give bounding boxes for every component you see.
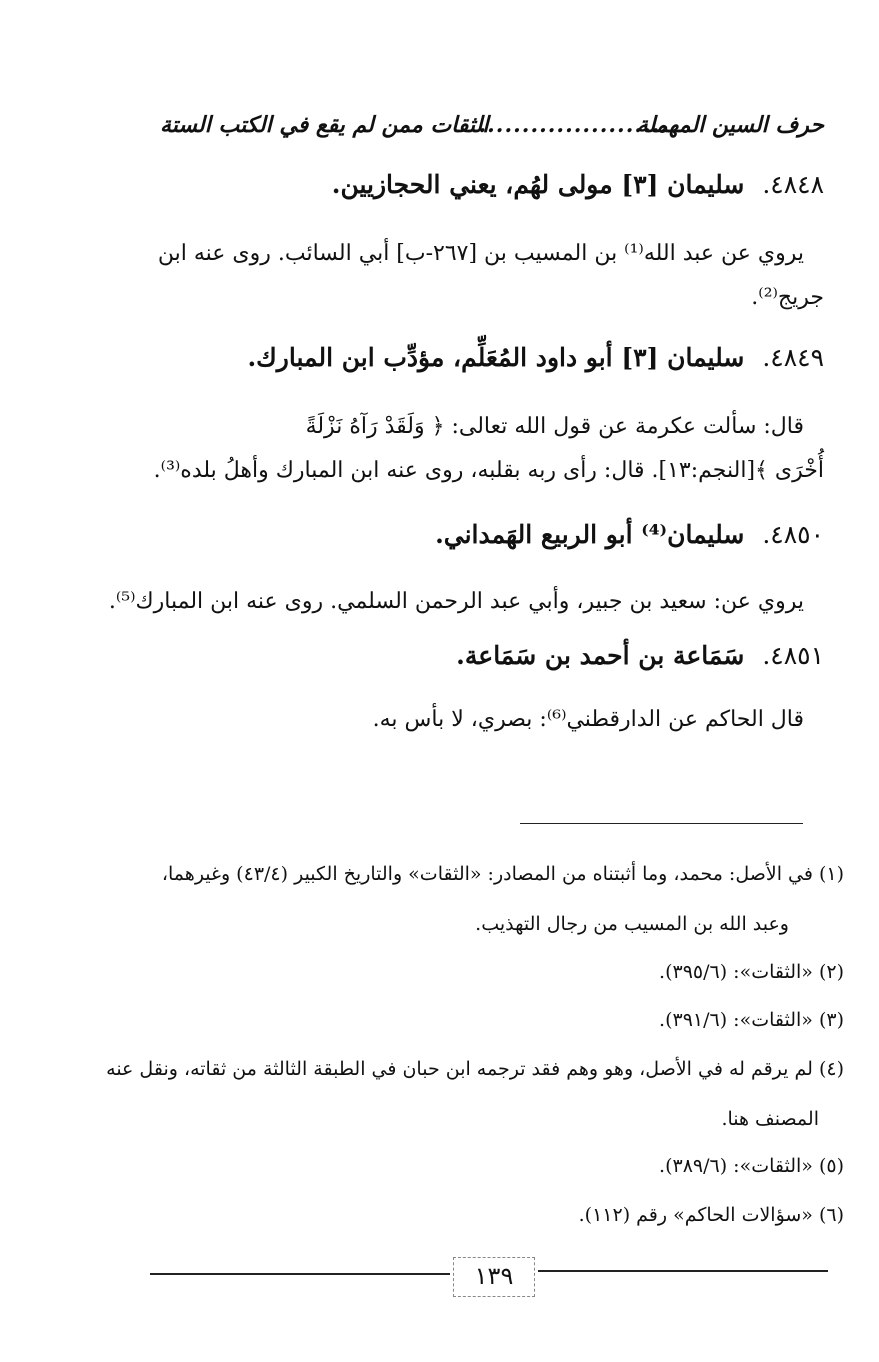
entry-title [332, 170, 824, 199]
entry-name: سليمان [٣] مولى لهُم، يعني الحجازيين. [331, 170, 745, 199]
entry-name: سليمان⁽⁴⁾ أبو الربيع الهَمداني. [435, 520, 745, 549]
header-book-title: الثقات ممن لم يقع في الكتب الستة [160, 112, 489, 138]
footnote-continuation: وعبد الله بن المسيب من رجال التهذيب. [475, 913, 789, 935]
footnote-text: «الثقات»: (٣٩٥/٦). [659, 961, 813, 983]
body-line: قال الحاكم عن الدارقطني⁽⁶⁾: بصري، لا بأس به. [372, 707, 804, 732]
footnote-number: (٦) [818, 1204, 844, 1226]
footnote [35, 1196, 844, 1234]
footnote-continuation: المصنف هنا. [721, 1108, 819, 1130]
body-line: يروي عن عبد الله⁽¹⁾ بن المسيب بن [٢٦٧-ب] أبي السائب. روى عنه ابن [157, 241, 804, 266]
entry-number: ٤٨٤٨. [762, 170, 824, 199]
footnote-text: لم يرقم له في الأصل، وهو وهم فقد ترجمه ابن حبان في الطبقة الثالثة من ثقاته، ونقل عنه [106, 1058, 813, 1080]
footnote [35, 1147, 844, 1185]
entry-body [55, 232, 824, 320]
entry-title [247, 343, 824, 372]
body-line: قال: سألت عكرمة عن قول الله تعالى: ﴿ وَلَقَدْ رَآهُ نَزْلَةً [305, 414, 804, 439]
footnote-text: «الثقات»: (٣٨٩/٦). [659, 1155, 813, 1177]
body-line: أُخْرَى ﴾[النجم:١٣]. قال: رأى ربه بقلبه، روى عنه ابن المبارك وأهلُ بلده⁽³⁾. [153, 458, 824, 483]
header-chapter: حرف السين المهملة [636, 112, 824, 138]
footer-rule-right [538, 1270, 828, 1272]
body-line: يروي عن: سعيد بن جبير، وأبي عبد الرحمن السلمي. روى عنه ابن المبارك⁽⁵⁾. [108, 589, 804, 614]
footnote-number: (٢) [818, 961, 844, 983]
footnote [35, 1050, 844, 1088]
footer-rule-left [150, 1273, 450, 1275]
footnote-text: في الأصل: محمد، وما أثبتناه من المصادر: «الثقات» والتاريخ الكبير (٤٣/٤) وغيرهما، [161, 863, 813, 885]
entry-body [55, 580, 824, 624]
footnote [35, 855, 844, 893]
page-number: ١٣٩ [453, 1257, 535, 1297]
entry-name: سَمَاعة بن أحمد بن سَمَاعة. [456, 641, 745, 670]
footnote-text: «الثقات»: (٣٩١/٦). [659, 1009, 813, 1031]
entry-body [55, 405, 824, 493]
entry-title [456, 641, 824, 670]
footnote-number: (٥) [818, 1155, 844, 1177]
footnote-number: (٣) [818, 1009, 844, 1031]
footnote-number: (٤) [818, 1058, 844, 1080]
footnote-separator [520, 823, 803, 824]
entry-body [55, 698, 824, 742]
body-line: جريج⁽²⁾. [751, 285, 824, 310]
footnote [35, 953, 844, 991]
entry-title [435, 520, 824, 549]
entry-name: سليمان [٣] أبو داود المُعَلِّم، مؤدِّب ابن المبارك. [247, 343, 745, 372]
entry-number: ٤٨٥٠. [762, 520, 824, 549]
footnote-number: (١) [818, 863, 844, 885]
footnote [35, 1001, 844, 1039]
entry-number: ٤٨٥١. [762, 641, 824, 670]
header-dots: ...................... [478, 112, 669, 138]
footnote-text: «سؤالات الحاكم» رقم (١١٢). [578, 1204, 813, 1226]
running-header [160, 112, 824, 142]
entry-number: ٤٨٤٩. [762, 343, 824, 372]
